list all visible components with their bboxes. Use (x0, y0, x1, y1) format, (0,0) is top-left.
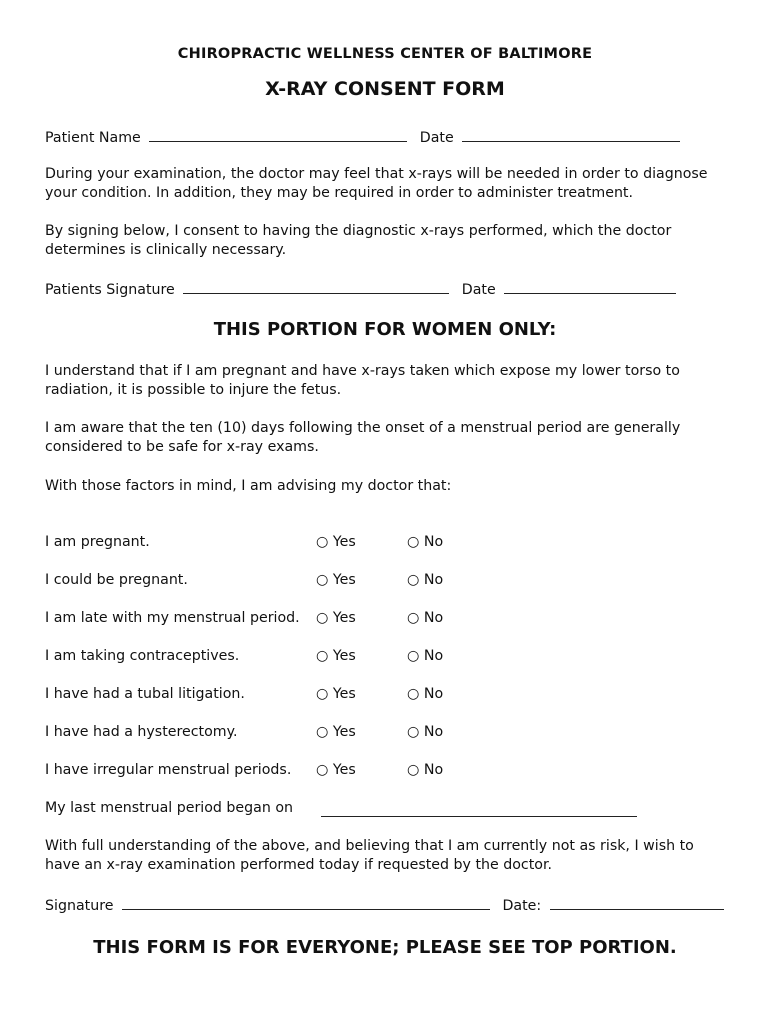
question-hysterectomy: I have had a hysterectomy. (45, 724, 238, 740)
patient-signature-label: Patients Signature (45, 282, 175, 298)
yes-radio[interactable]: ○ Yes (316, 572, 356, 588)
yes-radio[interactable]: ○ Yes (316, 648, 356, 664)
form-title: X-RAY CONSENT FORM (265, 78, 505, 100)
signature-date-label: Date (461, 282, 496, 298)
women-date-label: Date: (502, 898, 542, 914)
women-signature-row (45, 895, 724, 916)
exam-paragraph-line1: During your examination, the doctor may feel that x-rays will be needed in order to diagnose (45, 166, 708, 182)
no-radio[interactable]: ○ No (407, 762, 444, 778)
consent-paragraph-line2: determines is clinically necessary. (45, 242, 287, 258)
no-radio[interactable]: ○ No (407, 648, 444, 664)
question-late-period: I am late with my menstrual period. (45, 610, 300, 626)
patient-name-label: Patient Name (45, 130, 141, 146)
patient-signature-row (45, 279, 676, 300)
pregnancy-risk-line2: radiation, it is possible to injure the fetus. (45, 382, 342, 398)
date-field[interactable] (462, 127, 680, 142)
advising-intro: With those factors in mind, I am advising my doctor that: (45, 478, 452, 494)
patient-name-field[interactable] (149, 127, 407, 142)
question-tubal-litigation: I have had a tubal litigation. (45, 686, 245, 702)
yes-radio[interactable]: ○ Yes (316, 686, 356, 702)
consent-paragraph-line1: By signing below, I consent to having the diagnostic x-rays performed, which the doctor (45, 223, 672, 239)
no-radio[interactable]: ○ No (407, 572, 444, 588)
yes-radio[interactable]: ○ Yes (316, 610, 356, 626)
exam-paragraph-line2: your condition. In addition, they may be required in order to administer treatment. (45, 185, 634, 201)
final-statement-line2: have an x-ray examination performed today if requested by the doctor. (45, 857, 553, 873)
question-contraceptives: I am taking contraceptives. (45, 648, 240, 664)
last-period-label: My last menstrual period began on (45, 800, 294, 816)
last-period-field[interactable] (321, 802, 637, 817)
question-could-be-pregnant: I could be pregnant. (45, 572, 188, 588)
date-label: Date (419, 130, 454, 146)
no-radio[interactable]: ○ No (407, 534, 444, 550)
no-radio[interactable]: ○ No (407, 686, 444, 702)
no-radio[interactable]: ○ No (407, 724, 444, 740)
yes-radio[interactable]: ○ Yes (316, 724, 356, 740)
women-signature-label: Signature (45, 898, 114, 914)
question-irregular-periods: I have irregular menstrual periods. (45, 762, 292, 778)
footer-notice: THIS FORM IS FOR EVERYONE; PLEASE SEE TOP PORTION. (93, 937, 677, 958)
clinic-name: CHIROPRACTIC WELLNESS CENTER OF BALTIMORE (177, 46, 593, 62)
safe-period-line2: considered to be safe for x-ray exams. (45, 439, 319, 455)
women-signature-field[interactable] (122, 895, 490, 910)
women-section-heading: THIS PORTION FOR WOMEN ONLY: (213, 319, 557, 340)
women-date-field[interactable] (550, 895, 724, 910)
yes-radio[interactable]: ○ Yes (316, 534, 356, 550)
yes-radio[interactable]: ○ Yes (316, 762, 356, 778)
patient-name-row (45, 127, 680, 148)
patient-signature-field[interactable] (183, 279, 449, 294)
safe-period-line1: I am aware that the ten (10) days following the onset of a menstrual period are generally (45, 420, 681, 436)
no-radio[interactable]: ○ No (407, 610, 444, 626)
pregnancy-risk-line1: I understand that if I am pregnant and have x-rays taken which expose my lower torso to (45, 363, 680, 379)
signature-date-field[interactable] (504, 279, 676, 294)
final-statement-line1: With full understanding of the above, and believing that I am currently not as risk, I wish to (45, 838, 694, 854)
question-pregnant: I am pregnant. (45, 534, 150, 550)
